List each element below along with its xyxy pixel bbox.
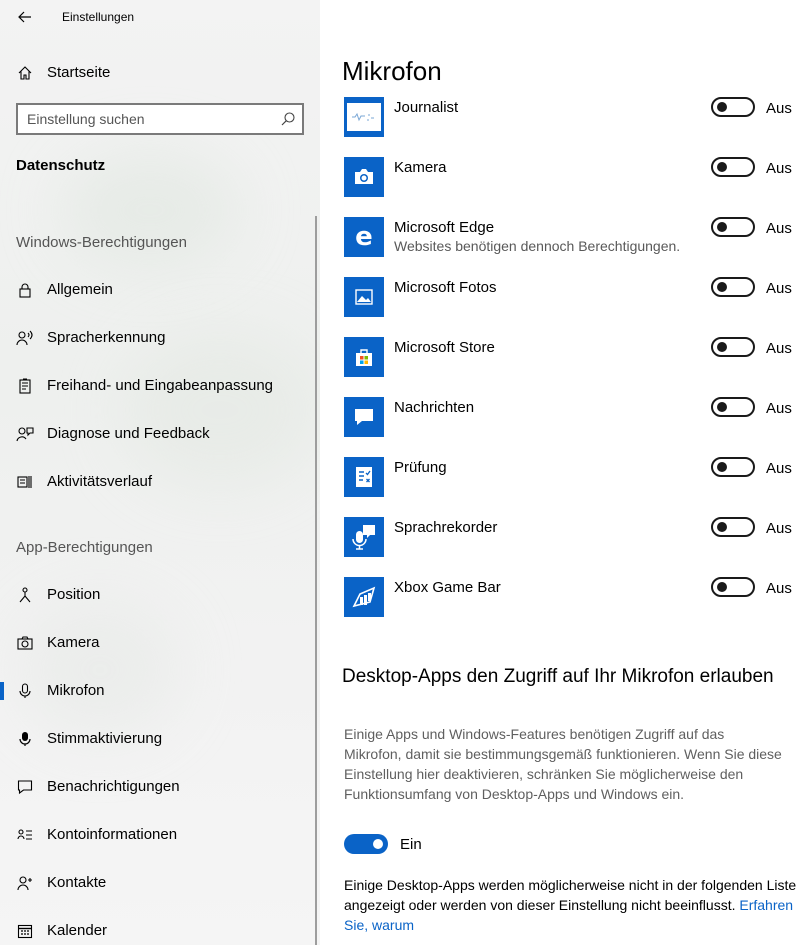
page-title: Mikrofon <box>342 56 442 86</box>
account-info-icon <box>15 825 35 845</box>
app-subtitle: Websites benötigen dennoch Berechtigungen. <box>394 238 681 254</box>
sidebar-item-freihand[interactable] <box>0 366 320 406</box>
calendar-icon <box>15 921 35 941</box>
group-title-windows: Windows-Berechtigungen <box>16 234 187 251</box>
app-name: Journalist <box>394 99 459 116</box>
toggle-knob <box>717 522 727 532</box>
sidebar-item-label: Position <box>47 586 101 603</box>
app-name: Xbox Game Bar <box>394 579 501 596</box>
photos-app-icon <box>344 277 384 317</box>
back-button[interactable] <box>14 6 36 28</box>
sidebar-item-label: Kontakte <box>47 874 107 891</box>
toggle-state-label: Aus <box>766 580 792 597</box>
timeline-icon <box>15 472 35 492</box>
sidebar-item-kamera[interactable] <box>0 623 320 663</box>
kamera-toggle[interactable] <box>711 157 755 177</box>
inking-icon <box>15 376 35 396</box>
search-icon <box>280 111 296 127</box>
fotos-toggle[interactable] <box>711 277 755 297</box>
toggle-state-label: Aus <box>766 100 792 117</box>
toggle-state-label: Aus <box>766 400 792 417</box>
main-content <box>320 0 807 945</box>
search-box[interactable] <box>16 103 304 135</box>
sidebar-item-kontoinformationen[interactable] <box>0 815 320 855</box>
journalist-toggle[interactable] <box>711 97 755 117</box>
edge-app-icon: e <box>344 217 384 257</box>
contacts-icon <box>15 873 35 893</box>
sidebar-item-label: Kalender <box>47 922 108 939</box>
desktop-apps-heading: Desktop-Apps den Zugriff auf Ihr Mikrofon erlauben <box>342 666 774 687</box>
messaging-app-icon <box>344 397 384 437</box>
search-input[interactable] <box>18 106 268 132</box>
sidebar-item-label: Kontoinformationen <box>47 826 178 843</box>
toggle-knob <box>717 342 727 352</box>
sidebar-item-label: Kamera <box>47 634 100 651</box>
app-row-sprachrekorder <box>320 517 807 577</box>
sidebar-item-label: Startseite <box>47 64 111 81</box>
sidebar-item-benachrichtigungen[interactable] <box>0 767 320 807</box>
notification-icon <box>15 777 35 797</box>
sidebar-item-home[interactable] <box>0 56 320 90</box>
sprachrekorder-toggle[interactable] <box>711 517 755 537</box>
app-row-kamera <box>320 157 807 217</box>
app-row-nachrichten <box>320 397 807 457</box>
app-name: Sprachrekorder <box>394 519 498 536</box>
toggle-knob <box>717 282 727 292</box>
toggle-knob <box>373 839 383 849</box>
window-title: Einstellungen <box>62 10 135 24</box>
store-app-icon <box>344 337 384 377</box>
app-row-edge <box>320 217 807 277</box>
toggle-state-label: Aus <box>766 280 792 297</box>
sidebar-item-position[interactable] <box>0 575 320 615</box>
toggle-knob <box>717 582 727 592</box>
group-title-apps: App-Berechtigungen <box>16 539 153 556</box>
title-bar <box>0 0 320 34</box>
desktop-apps-toggle[interactable] <box>344 834 388 854</box>
back-arrow-icon <box>18 11 32 23</box>
sidebar-item-allgemein[interactable] <box>0 270 320 310</box>
app-row-xbox-game-bar <box>320 577 807 637</box>
location-icon <box>15 585 35 605</box>
voice-recorder-app-icon <box>344 517 384 557</box>
toggle-state-label: Aus <box>766 520 792 537</box>
app-name: Kamera <box>394 159 447 176</box>
toggle-state-label: Aus <box>766 220 792 237</box>
toggle-state-label: Aus <box>766 460 792 477</box>
xbox-game-bar-app-icon <box>344 577 384 617</box>
sidebar-item-stimmaktivierung[interactable] <box>0 719 320 759</box>
desktop-apps-description: Einige Apps und Windows-Features benötigen Zugriff auf das Mikrofon, damit sie bestimmungsgemäß funktionieren. Wenn Sie diese Einstellung hier deaktivieren, schränken Sie möglicherweise den Funktionsumfang von Desktop-Apps und Windows ein. <box>344 726 782 802</box>
app-name: Nachrichten <box>394 399 475 416</box>
category-title: Datenschutz <box>16 157 106 174</box>
app-name: Prüfung <box>394 459 447 476</box>
toggle-knob <box>717 102 727 112</box>
lock-icon <box>15 280 35 300</box>
journalist-app-icon <box>344 97 384 137</box>
app-name: Microsoft Edge <box>394 219 495 236</box>
xbox-game-bar-toggle[interactable] <box>711 577 755 597</box>
sidebar-scrollbar[interactable] <box>315 216 317 945</box>
sidebar-item-label: Spracherkennung <box>47 329 166 346</box>
sidebar-item-kontakte[interactable] <box>0 863 320 903</box>
desktop-apps-note <box>344 875 799 935</box>
app-name: Microsoft Fotos <box>394 279 497 296</box>
pruefung-toggle[interactable] <box>711 457 755 477</box>
nachrichten-toggle[interactable] <box>711 397 755 417</box>
sidebar-item-mikrofon[interactable] <box>0 671 320 711</box>
note-text: Einige Desktop-Apps werden möglicherweise nicht in der folgenden Liste angezeigt oder werden von dieser Einstellung nicht beeinflusst. <box>344 877 797 913</box>
toggle-knob <box>717 162 727 172</box>
sidebar-item-label: Aktivitätsverlauf <box>47 473 153 490</box>
voice-activation-icon <box>15 729 35 749</box>
toggle-knob <box>717 402 727 412</box>
home-icon <box>15 63 35 83</box>
learn-why-link[interactable]: Erfahren Sie, warum <box>344 897 794 933</box>
toggle-knob <box>717 222 727 232</box>
sidebar-item-aktivitaetsverlauf[interactable] <box>0 462 320 502</box>
sidebar-item-label: Benachrichtigungen <box>47 778 180 795</box>
app-row-pruefung <box>320 457 807 517</box>
store-toggle[interactable] <box>711 337 755 357</box>
app-row-journalist <box>320 97 807 157</box>
speech-icon <box>15 328 35 348</box>
sidebar-item-spracherkennung[interactable] <box>0 318 320 358</box>
toggle-state-label: Aus <box>766 340 792 357</box>
app-name: Microsoft Store <box>394 339 495 356</box>
camera-icon <box>15 633 35 653</box>
toggle-knob <box>717 462 727 472</box>
sidebar-item-label: Mikrofon <box>47 682 105 699</box>
edge-toggle[interactable] <box>711 217 755 237</box>
sidebar-item-label: Allgemein <box>47 281 113 298</box>
sidebar-item-diagnose[interactable] <box>0 414 320 454</box>
app-row-store <box>320 337 807 397</box>
sidebar-item-label: Stimmaktivierung <box>47 730 163 747</box>
camera-app-icon <box>344 157 384 197</box>
exam-app-icon <box>344 457 384 497</box>
sidebar <box>0 0 320 945</box>
toggle-state-label: Aus <box>766 160 792 177</box>
sidebar-item-label: Freihand- und Eingabeanpassung <box>47 377 274 394</box>
sidebar-item-label: Diagnose und Feedback <box>47 425 210 442</box>
microphone-icon <box>15 681 35 701</box>
toggle-state-label: Ein <box>400 836 422 853</box>
active-indicator <box>0 682 4 700</box>
app-row-fotos <box>320 277 807 337</box>
feedback-icon <box>15 424 35 444</box>
sidebar-item-kalender[interactable] <box>0 911 320 945</box>
